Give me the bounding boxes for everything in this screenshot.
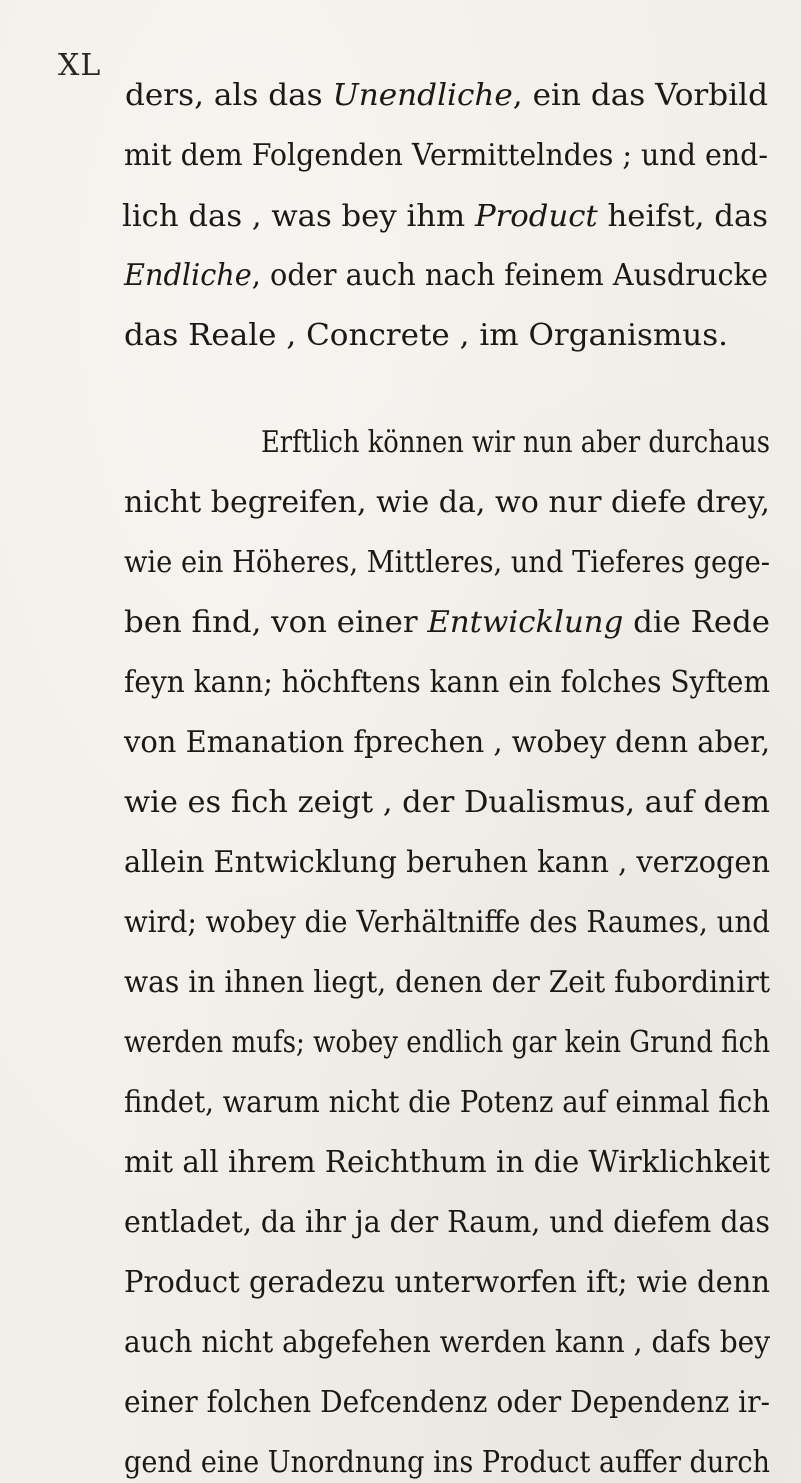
text-segment: feyn kann; höchftens kann ein folches Syftem	[124, 665, 771, 699]
text-segment: Product	[474, 199, 598, 233]
paragraph2-line	[124, 1205, 770, 1239]
text-segment: wie ein Höheres, Mittleres, und Tieferes gege-	[124, 545, 770, 579]
paragraph2-line	[124, 485, 770, 519]
paragraph2-line	[124, 785, 770, 819]
text-segment: , oder auch nach feinem Ausdrucke	[251, 258, 768, 292]
text-segment: Unendliche	[332, 78, 513, 112]
paragraph2-line	[124, 845, 771, 879]
text-segment: mit all ihrem Reichthum in die Wirklichkeit	[124, 1145, 770, 1179]
paragraph2-line	[124, 1265, 771, 1299]
text-segment: Endliche	[124, 258, 252, 292]
paragraph1-line	[124, 138, 769, 172]
text-segment: das Reale , Concrete , im Organismus.	[124, 318, 728, 352]
text-segment: wird; wobey die Verhältniffe des Raumes, und	[124, 905, 771, 939]
text-segment: allein Entwicklung beruhen kann , verzogen	[124, 845, 771, 879]
paragraph2-line	[124, 1385, 771, 1419]
text-segment: Product geradezu unterworfen ift; wie denn	[124, 1265, 771, 1299]
page-number: XL	[58, 48, 102, 83]
text-segment: gend eine Unordnung ins Product auffer durch	[124, 1445, 771, 1479]
text-segment: ben find, von einer	[124, 605, 428, 639]
text-segment: wie es fich zeigt , der Dualismus, auf dem	[124, 785, 770, 819]
text-segment: , ein das Vorbild	[512, 78, 768, 112]
paragraph2-line	[124, 725, 771, 759]
paragraph2-line	[124, 905, 771, 939]
text-segment: von Emanation fprechen , wobey denn aber,	[124, 725, 771, 759]
text-segment: was in ihnen liegt, denen der Zeit fubordinirt	[124, 965, 771, 999]
paragraph2-line	[124, 665, 771, 699]
text-segment: findet, warum nicht die Potenz auf einmal fich	[124, 1085, 770, 1119]
paragraph2-line	[124, 545, 770, 579]
paragraph1-line	[125, 78, 768, 112]
paragraph2-line	[124, 1085, 770, 1119]
paragraph2-line	[124, 1145, 770, 1179]
paragraph2-line	[261, 425, 770, 459]
paragraph1-line	[122, 199, 769, 233]
text-segment: nicht begreifen, wie da, wo nur diefe drey,	[124, 485, 770, 519]
text-segment: mit dem Folgenden Vermittelndes ; und end-	[124, 138, 769, 172]
text-segment: lich das , was bey ihm	[122, 199, 475, 233]
paragraph2-line	[124, 965, 771, 999]
text-segment: ders, als das	[125, 78, 333, 112]
paragraph1-line	[124, 258, 768, 292]
text-segment: heifst, das	[597, 199, 769, 233]
paragraph2-line	[124, 1445, 771, 1479]
text-segment: werden mufs; wobey endlich gar kein Grund fich	[124, 1025, 771, 1059]
text-segment: Erftlich können wir nun aber durchaus	[261, 425, 770, 459]
text-segment: einer folchen Defcendenz oder Dependenz ir-	[124, 1385, 771, 1419]
paragraph1-line	[124, 318, 728, 352]
text-segment: entladet, da ihr ja der Raum, und diefem das	[124, 1205, 770, 1239]
text-segment: Entwicklung	[427, 605, 624, 639]
paragraph2-line	[124, 1325, 771, 1359]
text-segment: auch nicht abgefehen werden kann , dafs bey	[124, 1325, 771, 1359]
text-segment: die Rede	[623, 605, 771, 639]
paragraph2-line	[124, 1025, 771, 1059]
paragraph2-line	[124, 605, 771, 639]
